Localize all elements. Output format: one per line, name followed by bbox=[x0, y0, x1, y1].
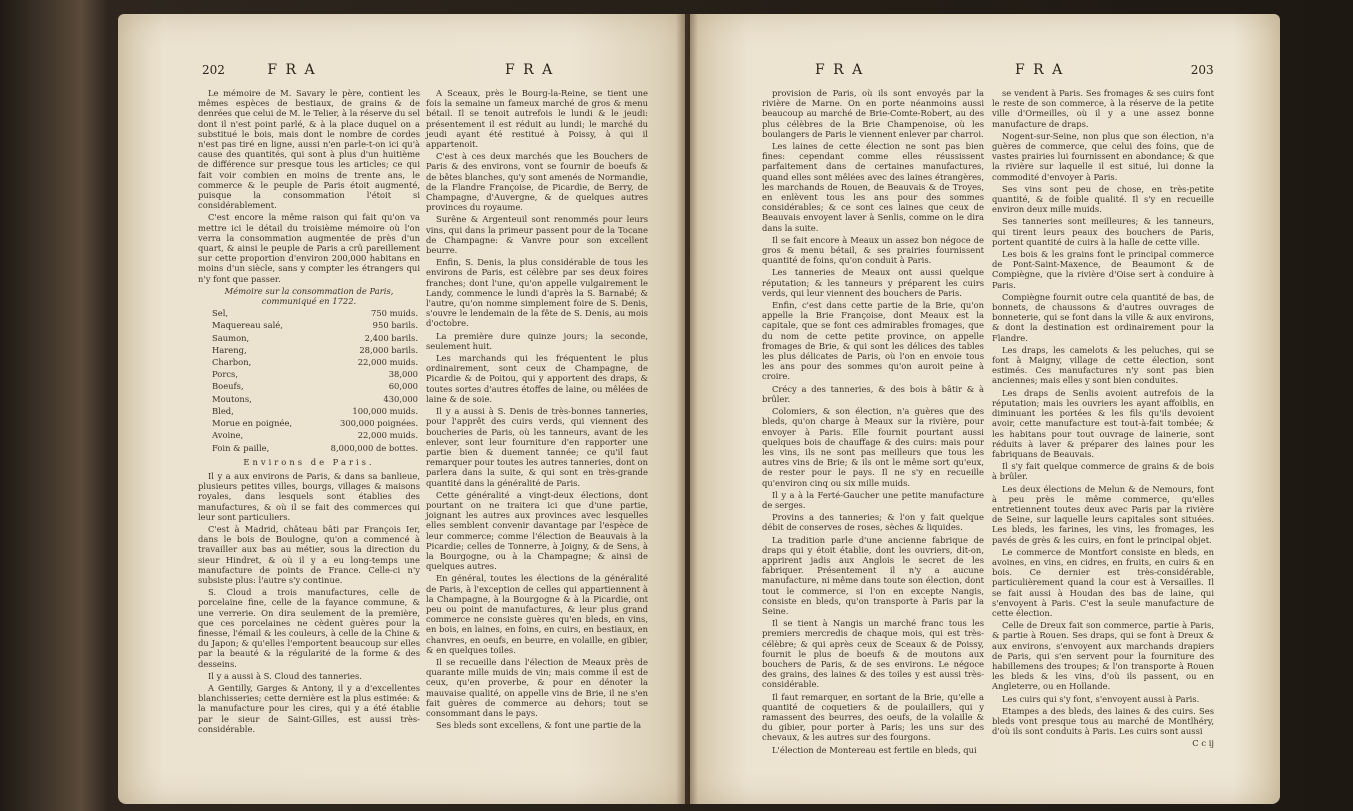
section-title: Environs de Paris. bbox=[243, 456, 375, 467]
paragraph: Enfin, c'est dans cette partie de la Brie, qu'on appelle la Brie Françoise, dont Meaux est la capitale, que se font ces admirables fromages, que du nom de cette petite province, on appelle fromages de Brie, & qui sont les délices des tables les plus délicates de Paris, où l'on en envoie tous les ans pour des sommes qu'on auroit peine à croire. bbox=[762, 300, 984, 382]
table-row bbox=[198, 394, 420, 404]
table-item: Bled, bbox=[212, 405, 234, 416]
table-row bbox=[198, 308, 420, 318]
table-value: 300,000 poignées. bbox=[339, 418, 418, 429]
table-row bbox=[198, 418, 420, 428]
paragraph: Cette généralité a vingt-deux élections, dont pourtant on ne traitera ici que d'une partie, joignant les autres aux provinces avec lesquelles elles semblent convenir davantage par l'espèce de leur commerce; comme l'élection de Beauvais à la Picardie; celles de Tonnerre, à Joigny, & de Sens, à la Bourgogne, ou à la Champagne; & ainsi de quelques autres. bbox=[426, 489, 648, 572]
paragraph: Ses vins sont peu de chose, en très-petite quantité, & de foible qualité. Il s'y en recueille environ deux mille muids. bbox=[992, 183, 1214, 215]
table-item: Avoine, bbox=[212, 430, 244, 441]
table-value: 950 barils. bbox=[372, 320, 418, 331]
paragraph: Enfin, S. Denis, la plus considérable de tous les environs de Paris, est célèbre par ses deux foires franches; dont l'une, qu'on appelle vulgairement le Landy, commence le lundi d'après la S. Barnabé; & l'autre, qu'on nomme simplement foire de S. Denis, s'ouvre le lendemain de la fête de S. Denis, au mois d'octobre. bbox=[426, 257, 648, 329]
paragraph: Les bois & les grains font le principal commerce de Pont-Saint-Maxence, de Beaumont & de Compiègne, que la rivière d'Oise sert à conduire à Paris. bbox=[992, 249, 1214, 290]
table-row bbox=[198, 345, 420, 355]
paragraph: Colomiers, & son élection, n'a guères que des bleds, qu'on charge à Meaux sur la rivière, pour envoyer à Paris. Elle fournit pourtant aussi quelques bois de chauffage & des cuirs: mais pour les vins, ils ne sont pas meilleurs que tous les autres vins de Brie; & ils ont le même sort qu'eux, de rester pour le pays. Il ne s'y en recueille qu'environ cinq ou six mille muids. bbox=[762, 406, 984, 488]
table-value: 38,000 bbox=[388, 369, 418, 380]
table-item: Porcs, bbox=[212, 369, 238, 380]
table-item: Charbon, bbox=[212, 357, 252, 368]
paragraph: Il y a à la Ferté-Gaucher une petite manufacture de serges. bbox=[762, 489, 984, 510]
paragraph: Compiègne fournit outre cela quantité de bas, de bonnets, de chaussons & d'autres ouvrages de bonneterie, qui se font dans la ville & aux environs, & dont la destination est ordinairement pour la Flandre. bbox=[992, 291, 1214, 343]
table-value: 430,000 bbox=[383, 393, 418, 404]
table-value: 28,000 barils. bbox=[359, 344, 418, 355]
paragraph: C'est encore la même raison qui fait qu'on va mettre ici le détail du troisième mémoire où l'on verra la consommation augmentée de près d'un quart, & ainsi le peuple de Paris a crû pareillement sur cette proportion d'environ 200,000 habitans en moins d'un siècle, sans y compter les étrangers qui n'y font que passer. bbox=[198, 212, 420, 284]
left-page-column-1 bbox=[198, 88, 420, 736]
paragraph: A Sceaux, près le Bourg-la-Reine, se tient une fois la semaine un fameux marché de gros & menu bétail. Il se tenoit autrefois le lundi & le jeudi: présentement il est réduit au lundi; le marché du jeudi ayant été restitué à Poissy, à qui il appartenoit. bbox=[426, 88, 648, 150]
table-row bbox=[198, 381, 420, 391]
table-item: Moutons, bbox=[212, 393, 252, 404]
table-item: Foin & paille, bbox=[212, 442, 270, 453]
table-value: 22,000 muids. bbox=[357, 430, 418, 441]
memo-title: Mémoire sur la consommation de Paris, communiqué en 1722. bbox=[224, 285, 394, 307]
paragraph: S. Cloud a trois manufactures, celle de porcelaine fine, celle de la fayance commune, & une verrerie. On dira seulement de la première, que ces porcelaines ne cèdent guères pour la finesse, l'émail & les couleurs, à celle de la Chine & du Japon; & qu'elles l'emportent beaucoup sur elles par la beauté & la régularité de la forme & des desseins. bbox=[198, 587, 420, 669]
table-item: Saumon, bbox=[212, 332, 250, 343]
left-center-title: F R A bbox=[505, 62, 555, 78]
paragraph: Il s'y fait quelque commerce de grains & de bois à brûler. bbox=[992, 461, 1214, 482]
right-page-header bbox=[1015, 62, 1214, 78]
table-item: Boeufs, bbox=[212, 381, 244, 392]
right-page-column-2 bbox=[992, 88, 1214, 751]
paragraph: Il se recueille dans l'élection de Meaux près de quarante mille muids de vin; mais comme il est de ceux, qu'en proverbe, & pour en dénoter la mauvaise qualité, on appelle vins de Brie, il ne s'en fait guères de commerce au dehors; tout se consommant dans le pays. bbox=[426, 656, 648, 718]
paragraph: Surêne & Argenteuil sont renommés pour leurs vins, qui dans la primeur passent pour de la Tocane de Champagne: & Vanvre pour son excellent beurre. bbox=[426, 214, 648, 256]
consumption-table bbox=[198, 308, 420, 452]
paragraph: Les deux élections de Melun & de Nemours, font à peu près le même commerce, qu'elles entretiennent toutes deux avec Paris par la rivière de Seine, sur laquelle leurs capitales sont situées. Les bleds, les farines, les vins, les fromages, les pavés de grès & les cuirs, en font le principal objet. bbox=[992, 483, 1214, 545]
table-value: 60,000 bbox=[388, 381, 418, 392]
paragraph: C'est à ces deux marchés que les Bouchers de Paris & des environs, vont se fournir de boeufs & de bêtes blanches, qu'y sont amenés de Normandie, de la Flandre Françoise, de Picardie, de Berry, de Champagne, d'Auvergne, & de quelques autres provinces du royaume. bbox=[426, 151, 648, 213]
paragraph: Il se tient à Nangis un marché franc tous les premiers mercredis de chaque mois, qui est très-célèbre; & qui après ceux de Sceaux & de Poissy, fournit le plus de boeufs & de moutons aux bouchers de Paris, & de ses environs. Le négoce des grains, des laines & des toiles y est aussi très-considérable. bbox=[762, 618, 984, 690]
table-value: 22,000 muids. bbox=[357, 357, 418, 368]
table-row bbox=[198, 320, 420, 330]
table-row bbox=[198, 443, 420, 453]
paragraph: Il faut remarquer, en sortant de la Brie, qu'elle a quantité de coquetiers & de poulaillers, qui y ramassent des beurres, des oeufs, de la volaille & du gibier, pour porter à Paris; les uns sur des chevaux, & les autres sur des fourgons. bbox=[762, 691, 984, 743]
paragraph: Il y a aux environs de Paris, & dans sa banlieue, plusieurs petites villes, bourgs, villages & maisons royales, dans lesquels sont établies des manufactures, & où il se fait des commerces qui leur sont particuliers. bbox=[198, 470, 420, 522]
paragraph: L'élection de Montereau est fertile en bleds, qui bbox=[772, 744, 977, 755]
table-value: 750 muids. bbox=[371, 308, 418, 319]
table-item: Hareng, bbox=[212, 344, 247, 355]
paragraph: Les draps de Senlis avoient autrefois de la réputation; mais les ouvriers les ayant affoiblis, en diminuant les portées & les fils qu'ils devoient avoir, cette manufacture est tout-à-fait tombée; & les habitans pour tout ouvrage de lainerie, sont réduits à laver & préparer des laines pour les fabriquans de Beauvais. bbox=[992, 387, 1214, 459]
paragraph: Celle de Dreux fait son commerce, partie à Paris, & partie à Rouen. Ses draps, qui se font à Dreux & aux environs, s'envoyent aux marchands drapiers de Paris, qui s'en servent pour la fourniture des habillemens des troupes; & l'on transporte à Rouen les bleds & les vins, d'où ils passent, ou en Angleterre, ou en Hollande. bbox=[992, 620, 1214, 692]
paragraph: En général, toutes les élections de la généralité de Paris, à l'exception de celles qui appartiennent à la Champagne, à la Bourgogne & à la Picardie, ont peu ou point de manufactures, & leur plus grand commerce ne consiste guères qu'en bleds, en vins, en bois, en laines, en foins, en cuirs, en bestiaux, en chanvres, en oeufs, en beurre, en volaille, en gibier, & en quelques toiles. bbox=[426, 573, 648, 655]
table-row bbox=[198, 357, 420, 367]
table-value: 8,000,000 de bottes. bbox=[330, 442, 418, 453]
left-running-title: F R A bbox=[267, 62, 317, 78]
paragraph: Les draps, les camelots & les peluches, qui se font à Maigny, village de cette élection, sont estimés. Ces manufactures n'y sont pas bien anciennes; mais elles y sont bien conduites. bbox=[992, 344, 1214, 386]
book-gutter bbox=[676, 14, 698, 804]
paragraph: Les laines de cette élection ne sont pas bien fines: cependant comme elles réussissent parfaitement dans de certaines manufactures, quand elles sont mêlées avec des laines étrangères, les marchands de Rouen, de Beauvais & de Troyes, en enlèvent tous les ans pour des sommes considérables; & ce sont ces laines que ceux de Beauvais envoyent laver à Senlis, comme on le dira dans la suite. bbox=[762, 141, 984, 233]
left-page-column-2 bbox=[426, 88, 648, 732]
paragraph: provision de Paris, où ils sont envoyés par la rivière de Marne. On en porte néanmoins aussi beaucoup au marché de Brie-Comte-Robert, au des plus célèbres de la Brie Champenoise, où les boulangers de Paris le viennent enlever par charroi. bbox=[762, 88, 984, 139]
table-row bbox=[198, 369, 420, 379]
paragraph: Le commerce de Montfort consiste en bleds, en avoines, en vins, en cidres, en fruits, en cuirs & en bois. Ce dernier est très-considérable, particulièrement quand la cour est à Versailles. Il se fait aussi à Houdan des bas de laine, qui s'envoyent à Paris. C'est la seule manufacture de cette élection. bbox=[992, 546, 1214, 618]
paragraph: Nogent-sur-Seine, non plus que son élection, n'a guères de commerce, que celui des foins, que de vastes prairies lui fournissent en abondance; & que la rivière sur laquelle il est situé, lui donne la commodité d'envoyer à Paris. bbox=[992, 130, 1214, 182]
left-page-header bbox=[202, 62, 317, 78]
right-center-title: F R A bbox=[815, 62, 865, 78]
paragraph: La première dure quinze jours; la seconde, seulement huit. bbox=[426, 330, 648, 351]
table-item: Sel, bbox=[212, 308, 229, 319]
signature-mark: C c ij bbox=[1192, 738, 1214, 749]
paragraph: Il se fait encore à Meaux un assez bon négoce de gros & menu bétail, & ses prairies fournissent quantité de foins, qu'on conduit à Paris. bbox=[762, 234, 984, 266]
paragraph: Provins a des tanneries; & l'on y fait quelque débit de conserves de roses, sèches & liquides. bbox=[762, 512, 984, 533]
paragraph: C'est à Madrid, château bâti par François Ier, dans le bois de Boulogne, qu'on a commencé à travailler aux bas au métier, sous la direction du sieur Hindret, & où il y a eu long-temps une manufacture de points de France. Celle-ci n'y subsiste plus: l'autre s'y continue. bbox=[198, 523, 420, 585]
paragraph: Il y a aussi à S. Denis de très-bonnes tanneries, pour l'apprêt des cuirs verds, qui viennent des boucheries de Paris, où les tanneurs, avant de les enlever, sont leur fourniture d'en rapporter une partie bien & duement tannée; ce qu'il faut remarquer pour toutes les autres tanneries, dont on parlera dans la suite, & qui sont en très-grande quantité dans la généralité de Paris. bbox=[426, 406, 648, 488]
table-item: Maquereau salé, bbox=[212, 320, 283, 331]
paragraph: A Gentilly, Garges & Antony, il y a d'excellentes blanchisseries; cette dernière est la plus estimée: & la manufacture pour les cires, qui y a été établie par le sieur de Saint-Gilles, est aussi très-considérable. bbox=[198, 682, 420, 734]
paragraph: Ses tanneries sont meilleures; & les tanneurs, qui tirent leurs peaux des bouchers de Paris, portent quantité de cuirs à la halle de cette ville. bbox=[992, 216, 1214, 247]
paragraph: se vendent à Paris. Ses fromages & ses cuirs font le reste de son commerce, à la réserve de la petite ville d'Ormeilles, où il y a une assez bonne manufacture de draps. bbox=[992, 88, 1214, 129]
paragraph: Les tanneries de Meaux ont aussi quelque réputation; & les tanneurs y préparent les cuirs verds, qui leur viennent des bouchers de Paris. bbox=[762, 267, 984, 298]
right-page-column-1 bbox=[762, 88, 984, 757]
paragraph: Les cuirs qui s'y font, s'envoyent aussi à Paris. bbox=[1002, 693, 1200, 704]
paragraph: Ses bleds sont excellens, & font une partie de la bbox=[436, 720, 642, 731]
paragraph: Il y a aussi à S. Cloud des tanneries. bbox=[208, 670, 362, 681]
paragraph: Etampes a des bleds, des laines & des cuirs. Ses bleds vont presque tous au marché de Montlhéry, d'où ils sont conduits à Paris. Les cuirs sont aussi bbox=[992, 705, 1214, 737]
left-page-number: 202 bbox=[202, 63, 225, 77]
paragraph: Le mémoire de M. Savary le père, contient les mêmes espèces de bestiaux, de grains & de denrées que celui de M. le Telier, à la réserve du sel dont il n'est point parlé, & à la place duquel on a substitué le bois, mais dont le nombre de cordes n'est pas tiré en ligne, aussi n'en parle-t-on ici qu'à cause des quantités, qui sont à plus d'un huitième de différence sur presque tous les articles; ce qui fait voir combien en moins de trente ans, le commerce & le peuple de Paris étoit augmenté, puisque la consommation l'étoit si considérablement. bbox=[198, 88, 420, 211]
table-row bbox=[198, 430, 420, 440]
table-value: 100,000 muids. bbox=[352, 405, 418, 416]
right-page-number: 203 bbox=[1190, 63, 1214, 77]
table-item: Morue en poignée, bbox=[212, 418, 293, 429]
paragraph: Crécy a des tanneries, & des bois à bâtir & à brûler. bbox=[762, 383, 984, 404]
paragraph: La tradition parle d'une ancienne fabrique de draps qui y étoit établie, dont les ouvriers, dit-on, apprirent jadis aux Anglois le secret de les fabriquer. Présentement il n'y a aucune manufacture, ni même dans toute son élection, dont tout le commerce, si l'on en excepte Nangis, consiste en bleds, qu'on transporte à Paris par la Seine. bbox=[762, 534, 984, 616]
table-value: 2,400 barils. bbox=[364, 332, 418, 343]
table-row bbox=[198, 333, 420, 343]
right-running-title: F R A bbox=[1015, 62, 1065, 78]
table-row bbox=[198, 406, 420, 416]
paragraph: Les marchands qui les fréquentent le plus ordinairement, sont ceux de Champagne, de Picardie & de Poitou, qui y apportent des draps, & toutes sortes d'autres étoffes de laine, ou mêlées de laine & de soie. bbox=[426, 353, 648, 404]
